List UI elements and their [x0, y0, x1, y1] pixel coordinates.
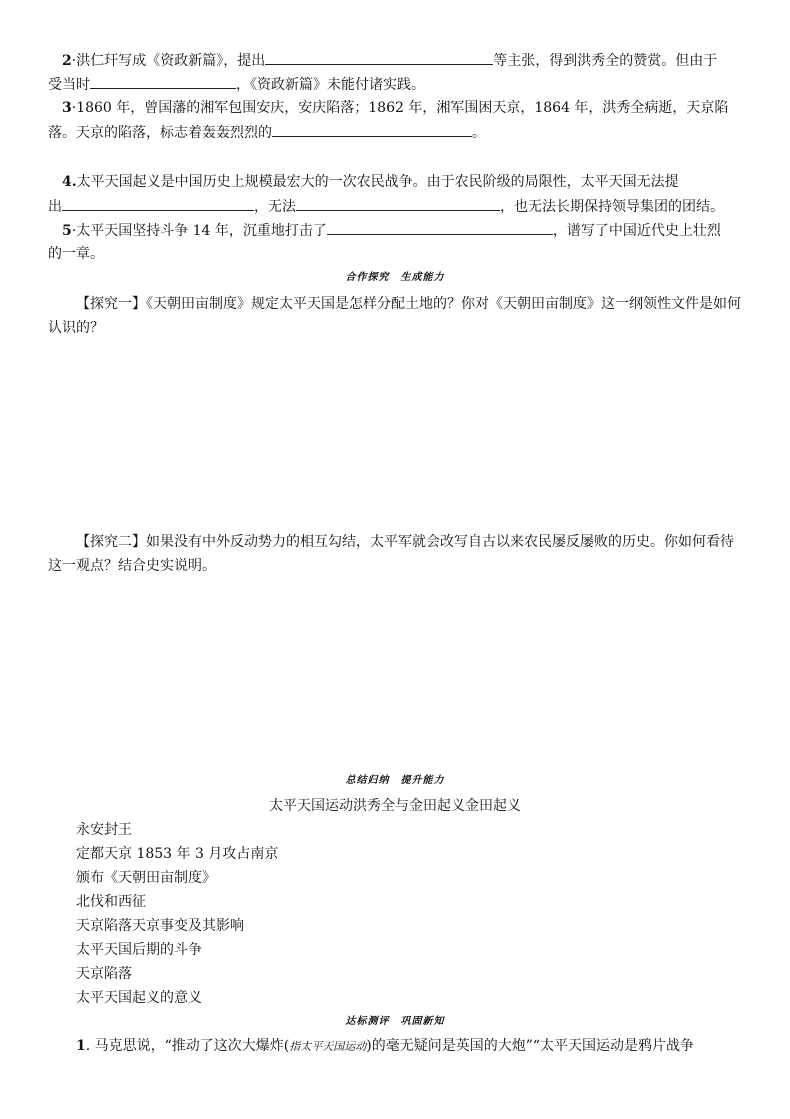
question-number: 1: [76, 1038, 86, 1054]
question-number: 3: [62, 100, 72, 116]
question-text: . 马克思说，“推动了这次大爆炸(: [85, 1038, 290, 1054]
outline-item: 颁布《天朝田亩制度》: [76, 870, 216, 886]
question-text: 的一章。: [48, 246, 104, 262]
question-text: ·太平天国坚持斗争 14 年，沉重地打击了: [71, 223, 327, 239]
question-text: ，也无法长期保持领导集团的团结。: [500, 199, 724, 215]
question-text: ，《资政新篇》未能付诸实践。: [236, 77, 425, 93]
explore-1-line-1: [48, 294, 744, 314]
outline-item: 天京陷落天京事变及其影响: [76, 918, 244, 934]
question-text: ，无法: [254, 199, 296, 215]
section-heading-assessment: 达标测评 巩固新知: [345, 1016, 445, 1027]
question-number: 4.: [62, 174, 77, 190]
answer-blank[interactable]: [327, 220, 553, 235]
section-heading-cooperative-inquiry: 合作探究 生成能力: [345, 272, 445, 283]
question-number: 5: [62, 223, 72, 239]
section-heading-summary: 总结归纳 提升能力: [345, 775, 445, 786]
answer-blank[interactable]: [90, 74, 236, 89]
question-note: 指太平天国运动: [289, 1040, 367, 1053]
question-3-line-2: [48, 122, 744, 143]
explore-text: 【探究一】《天朝田亩制度》规定太平天国是怎样分配土地的？你对《天朝田亩制度》这一纲领性文件是如何: [76, 296, 741, 312]
question-2-line-1: [48, 50, 744, 71]
answer-blank[interactable]: [272, 122, 472, 137]
explore-2-line-2: [48, 556, 744, 576]
question-text: ，谱写了中国近代史上壮烈: [552, 223, 721, 239]
question-text: ·洪仁玕写成《资政新篇》，提出: [71, 53, 266, 69]
question-4-line-2: [48, 196, 744, 217]
question-text: 出: [48, 199, 62, 215]
question-text: 受当时: [48, 77, 90, 93]
question-text: 落。天京的陷落，标志着轰轰烈烈的: [48, 125, 272, 141]
outline-item: 太平天国起义的意义: [76, 990, 202, 1006]
question-3-line-1: [48, 98, 744, 118]
outline-item: 永安封王: [76, 822, 132, 838]
question-number: 2: [62, 53, 72, 69]
question-5-line-1: [48, 220, 744, 241]
explore-2-line-1: [48, 532, 744, 552]
question-5-line-2: [48, 244, 744, 264]
question-4-line-1: [48, 172, 744, 192]
outline-item: 天京陷落: [76, 966, 132, 982]
explore-1-line-2: [48, 318, 744, 338]
question-text: )的毫无疑问是英国的大炮”“太平天国运动是鸦片战争: [366, 1038, 695, 1054]
explore-text: 这一观点？结合史实说明。: [48, 558, 216, 574]
question-text: ·1860 年，曾国藩的湘军包围安庆，安庆陷落；1862 年，湘军围困天京，1864 年，洪秀全病逝，天京陷: [71, 100, 729, 116]
question-text: 。: [472, 125, 486, 141]
answer-blank[interactable]: [296, 196, 500, 211]
explore-text: 【探究二】如果没有中外反动势力的相互勾结，太平军就会改写自古以来农民屡反屡败的历史。你如何看待: [76, 534, 734, 550]
summary-title: 太平天国运动洪秀全与金田起义金田起义: [269, 798, 521, 814]
question-2-line-2: [48, 74, 744, 95]
question-text: 等主张，得到洪秀全的赞赏。但由于: [493, 53, 718, 69]
explore-text: 认识的？: [48, 320, 104, 336]
answer-blank[interactable]: [62, 196, 254, 211]
answer-blank[interactable]: [265, 50, 493, 65]
test-question-1-line-1: [48, 1036, 744, 1057]
outline-item: 定都天京 1853 年 3 月攻占南京: [76, 846, 279, 862]
question-text: 太平天国起义是中国历史上规模最宏大的一次农民战争。由于农民阶级的局限性，太平天国无法提: [76, 174, 679, 190]
outline-item: 北伐和西征: [76, 894, 146, 910]
outline-item: 太平天国后期的斗争: [76, 942, 202, 958]
